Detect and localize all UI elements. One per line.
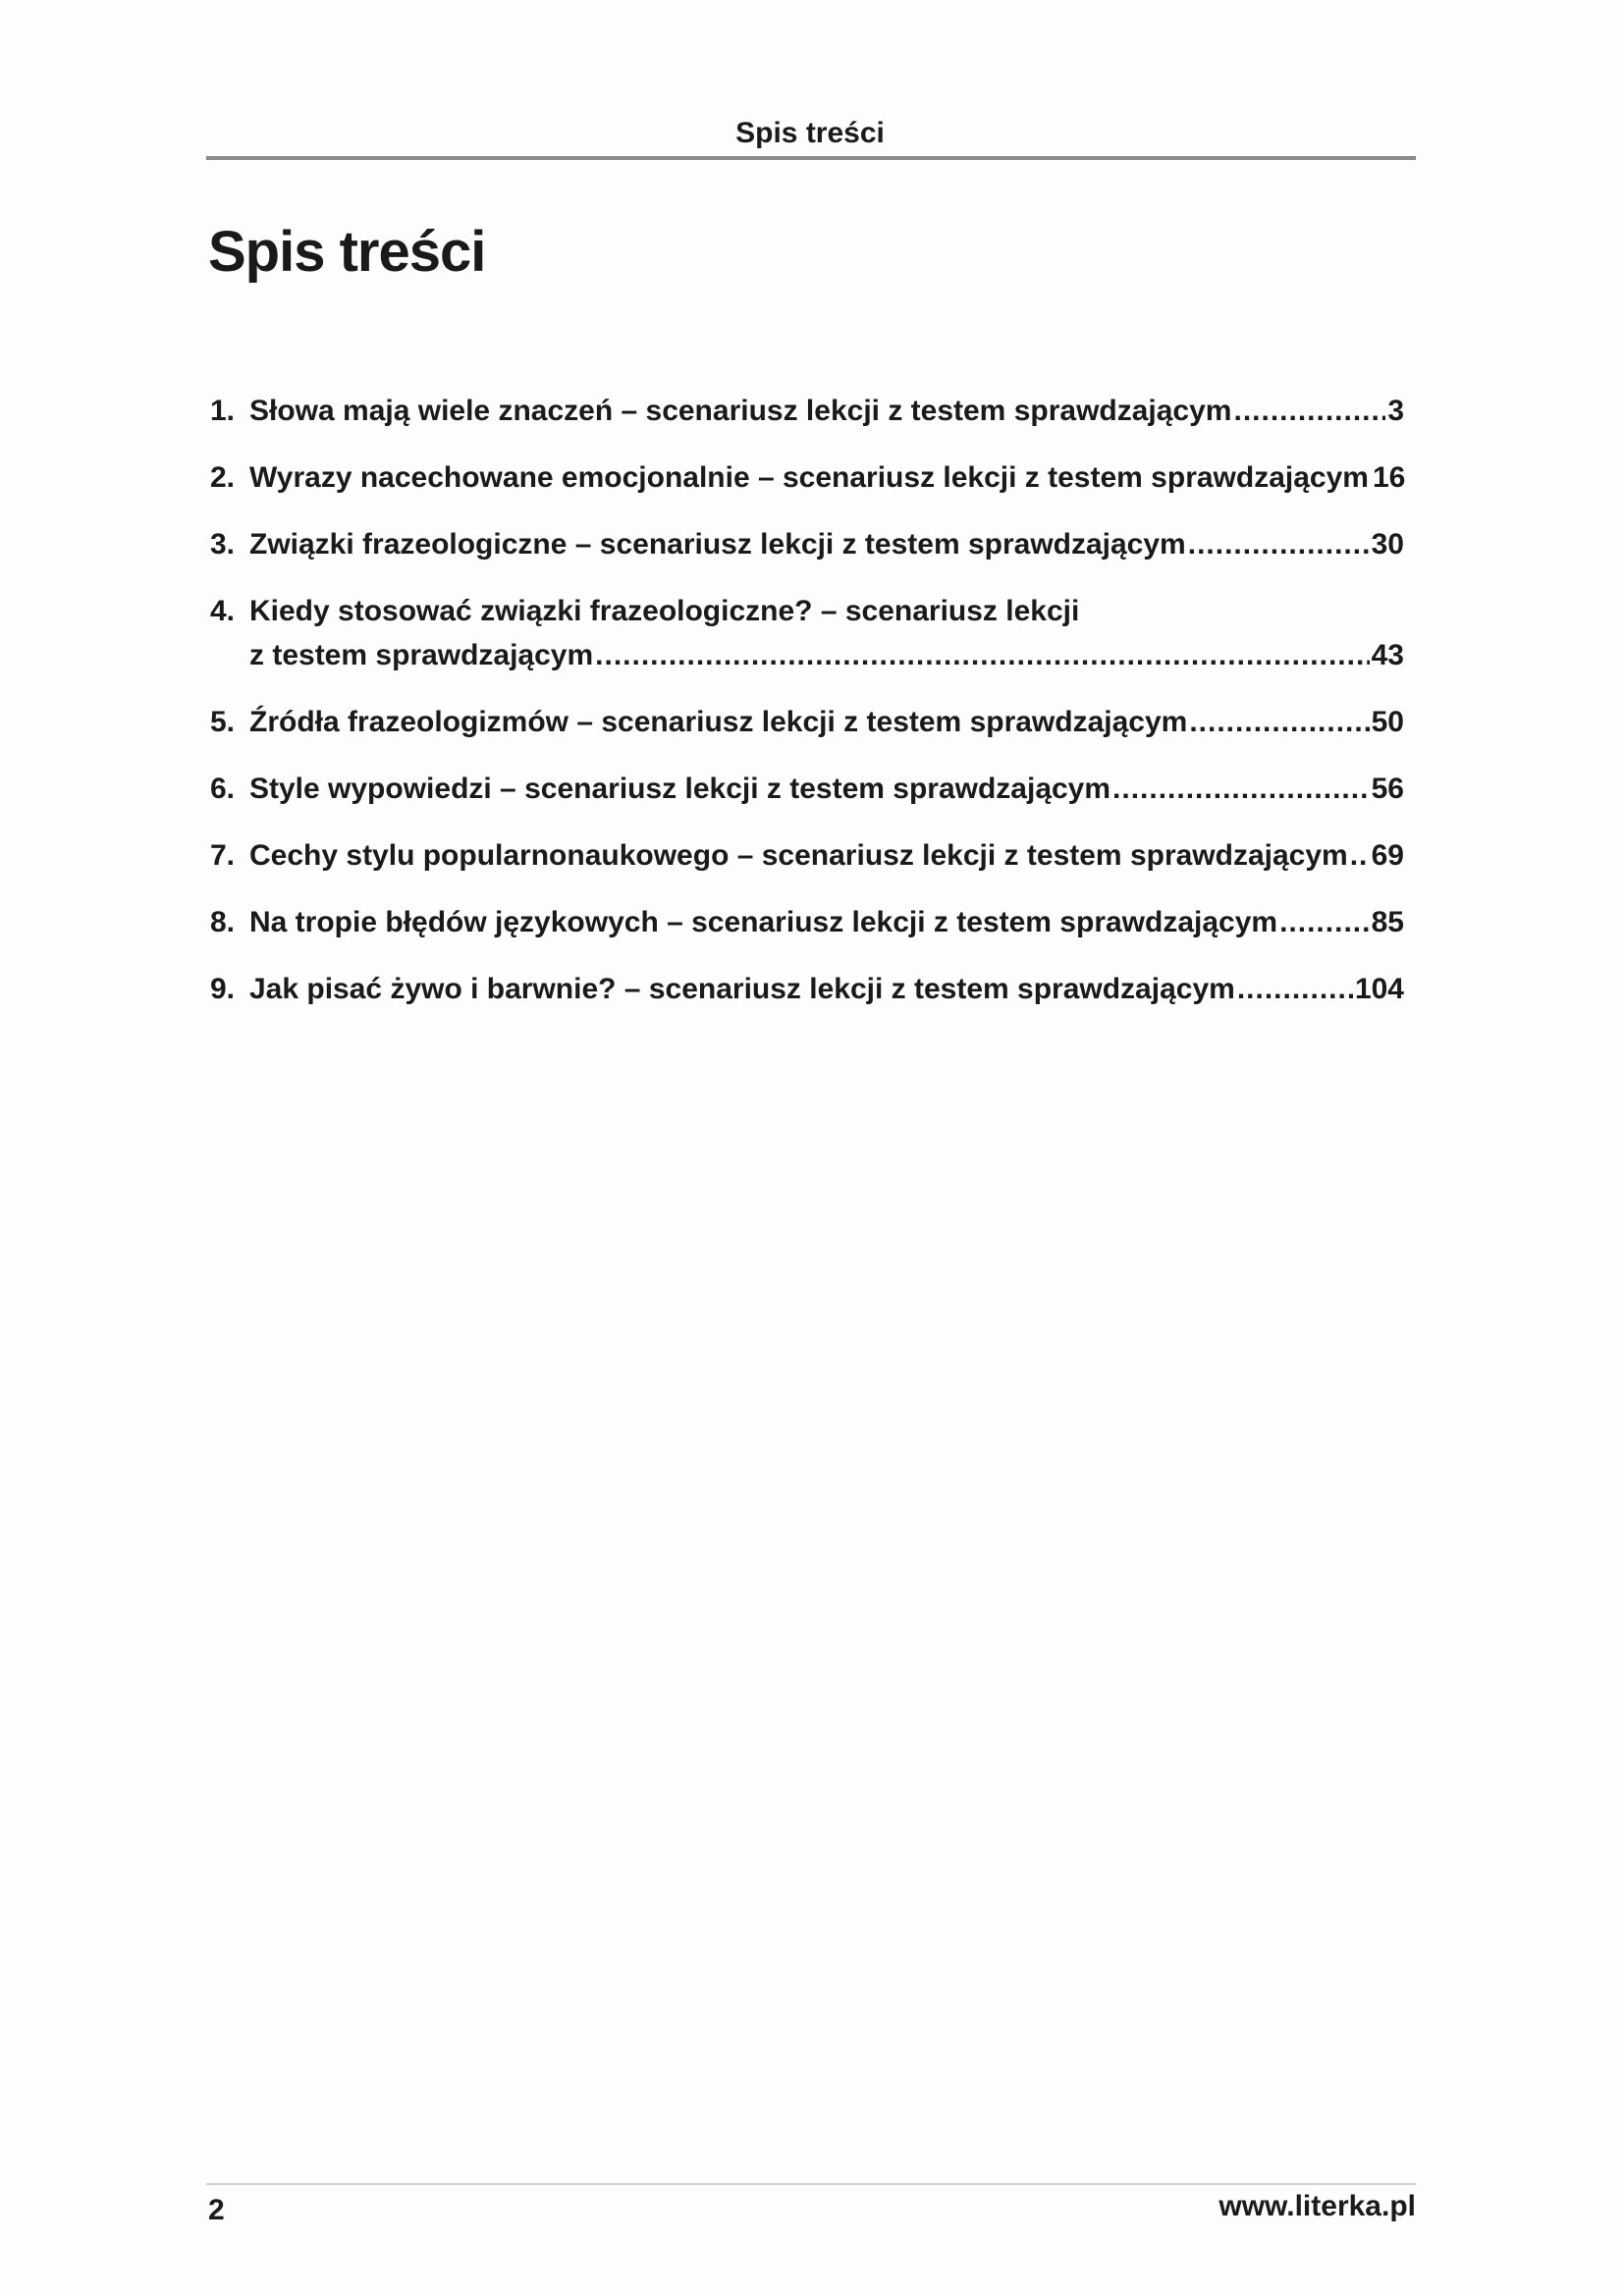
toc-entry-5[interactable] <box>210 700 1404 744</box>
toc-entry-number: 5. <box>210 706 236 738</box>
toc-entry-4[interactable] <box>210 589 1404 677</box>
toc-entry-number: 9. <box>210 973 236 1005</box>
toc-entry-1[interactable] <box>210 389 1404 433</box>
toc-entry-title: Źródła frazeologizmów – scenariusz lekcji z testem sprawdzającym <box>249 706 1188 738</box>
toc-entry-page: 16 <box>1372 461 1406 494</box>
toc-entry-number: 1. <box>210 395 236 427</box>
toc-entry-title-line1: Kiedy stosować związki frazeologiczne? – scenariusz lekcji <box>249 595 1080 627</box>
toc-entry-number: 2. <box>210 461 236 494</box>
toc-entry-title: Style wypowiedzi – scenariusz lekcji z testem sprawdzającym <box>249 773 1111 805</box>
dot-leader <box>1188 522 1370 566</box>
dot-leader <box>1112 767 1370 811</box>
toc-entry-page: 56 <box>1371 773 1404 805</box>
toc-entry-number: 7. <box>210 839 236 872</box>
toc-entry-page: 69 <box>1371 839 1404 872</box>
toc-entry-title-line2: z testem sprawdzającym <box>249 639 594 671</box>
toc-entry-page: 104 <box>1354 973 1404 1005</box>
toc-entry-page: 3 <box>1387 395 1404 427</box>
page-number: 2 <box>208 2194 225 2226</box>
toc-entry-8[interactable] <box>210 900 1404 944</box>
page-title: Spis treści <box>208 220 486 284</box>
toc-entry-title: Słowa mają wiele znaczeń – scenariusz lekcji z testem sprawdzającym <box>249 395 1232 427</box>
toc-entry-title: Wyrazy nacechowane emocjonalnie – scenariusz lekcji z testem sprawdzającym <box>249 461 1369 494</box>
header-rule <box>206 156 1416 160</box>
toc-entry-page: 85 <box>1371 906 1404 938</box>
toc-entry-title: Cechy stylu popularnonaukowego – scenariusz lekcji z testem sprawdzającym <box>249 839 1348 872</box>
dot-leader <box>1233 389 1385 433</box>
dot-leader <box>1279 900 1370 944</box>
toc-entry-number: 8. <box>210 906 236 938</box>
toc-entry-title: Jak pisać żywo i barwnie? – scenariusz lekcji z testem sprawdzającym <box>249 973 1235 1005</box>
toc-entry-number: 4. <box>210 595 236 627</box>
toc-entry-number: 3. <box>210 528 236 561</box>
dot-leader <box>595 633 1369 677</box>
website-link[interactable]: www.literka.pl <box>1218 2190 1416 2222</box>
running-header: Spis treści <box>735 117 885 149</box>
toc-entry-title: Związki frazeologiczne – scenariusz lekcji z testem sprawdzającym <box>249 528 1186 561</box>
toc-entry-2[interactable] <box>210 455 1404 500</box>
toc-entry-3[interactable] <box>210 522 1404 566</box>
table-of-contents <box>210 389 1404 1034</box>
toc-entry-9[interactable] <box>210 967 1404 1011</box>
footer-rule <box>206 2183 1416 2185</box>
dot-leader <box>1350 833 1370 878</box>
toc-entry-number: 6. <box>210 773 236 805</box>
toc-entry-7[interactable] <box>210 833 1404 878</box>
dot-leader <box>1189 700 1369 744</box>
toc-entry-6[interactable] <box>210 767 1404 811</box>
toc-entry-page: 50 <box>1371 706 1404 738</box>
toc-entry-page: 43 <box>1371 639 1404 671</box>
toc-entry-page: 30 <box>1371 528 1404 561</box>
toc-entry-title: Na tropie błędów językowych – scenariusz lekcji z testem sprawdzającym <box>249 906 1278 938</box>
dot-leader <box>1237 967 1353 1011</box>
